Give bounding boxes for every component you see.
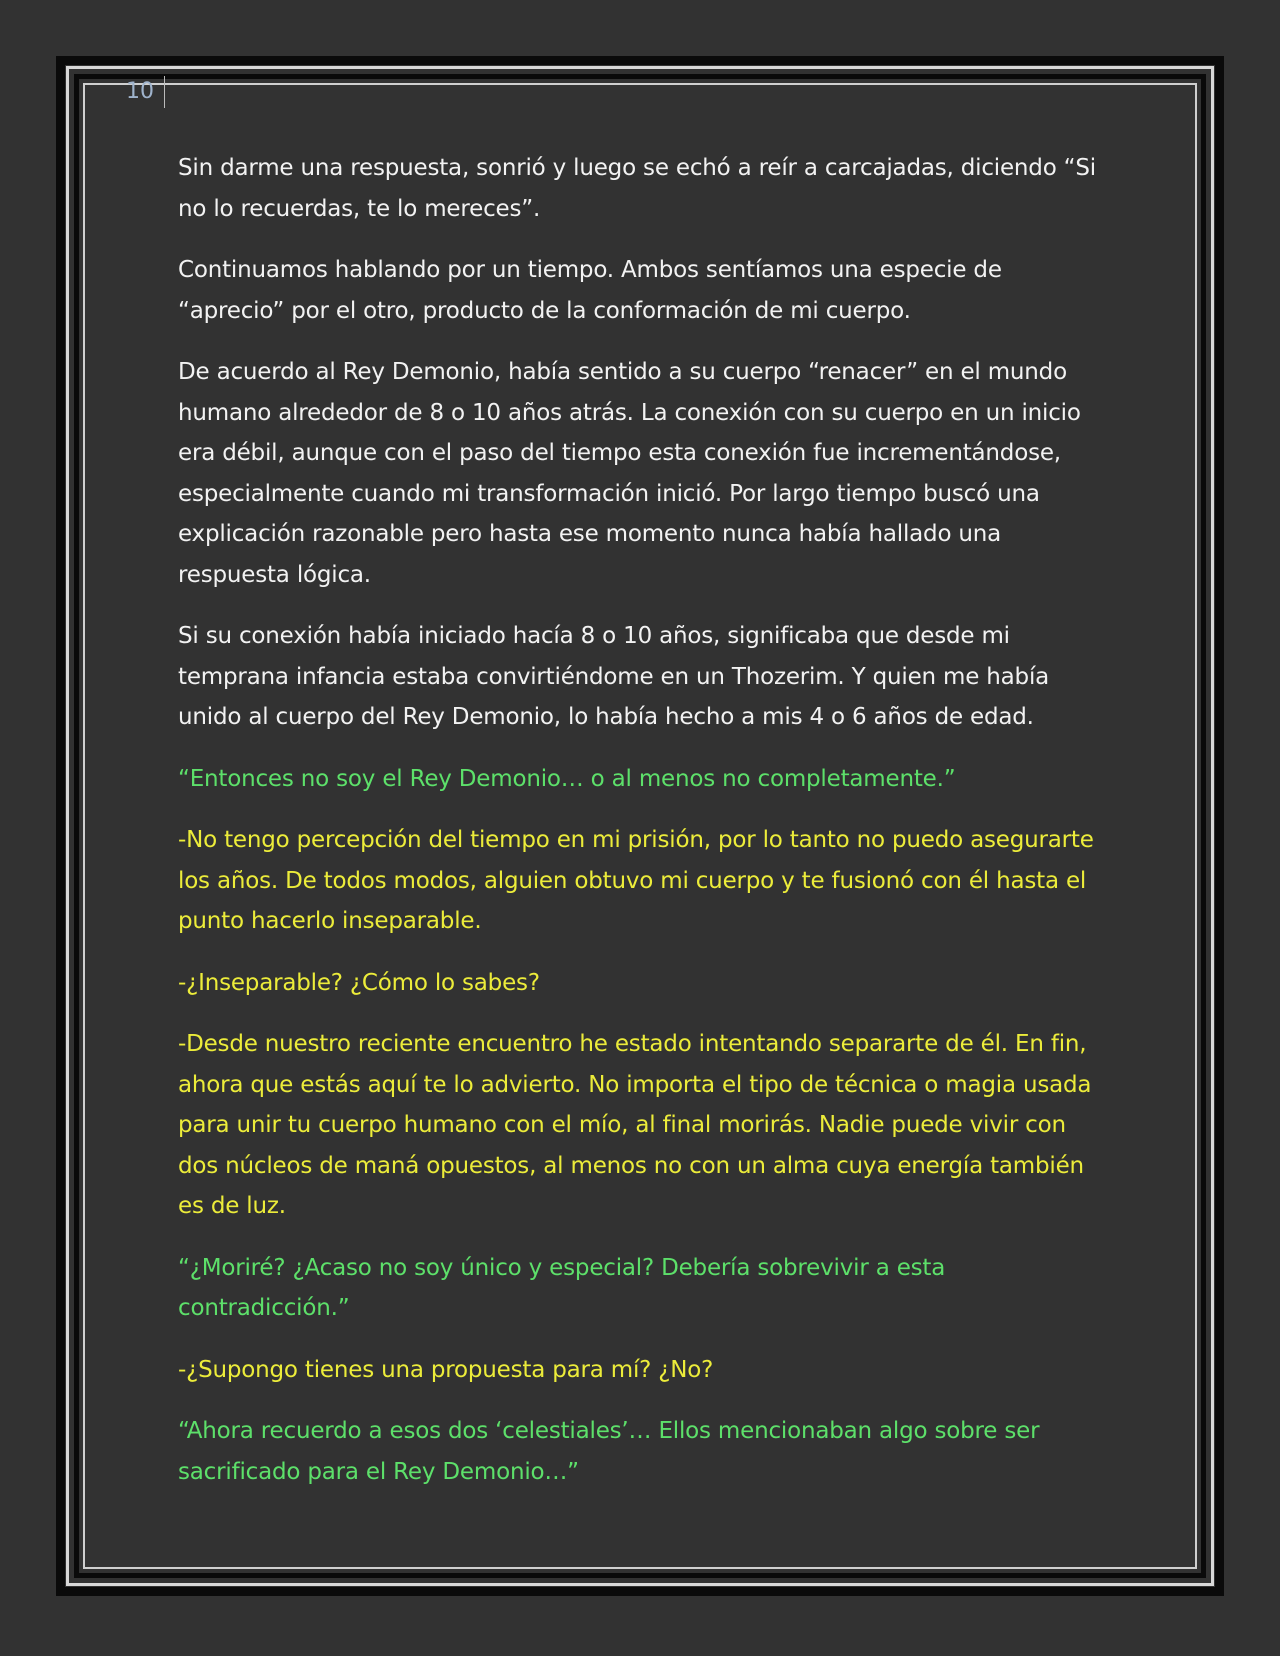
paragraph: Sin darme una respuesta, sonrió y luego se echó a reír a carcajadas, diciendo “Si no lo recuerdas, te lo mereces”. [178, 155, 1096, 222]
thought-paragraph: “¿Moriré? ¿Acaso no soy único y especial? Debería sobrevivir a esta contradicción.” [178, 1254, 946, 1321]
page-content [178, 148, 1108, 1513]
dialogue-paragraph: -No tengo percepción del tiempo en mi prisión, por lo tanto no puedo asegurarte los años. De todos modos, alguien obtuvo mi cuerpo y te fusionó con él hasta el punto hacerlo inseparable. [178, 827, 1094, 934]
dialogue-paragraph: -Desde nuestro reciente encuentro he estado intentando separarte de él. En fin, ahora que estás aquí te lo advierto. No importa el tipo de técnica o magia usada para unir tu cuerpo humano con el mío, al final morirás. Nadie puede vivir con dos núcleos de maná opuestos, al menos no con un alma cuya energía también es de luz. [178, 1031, 1092, 1219]
page-number: 10 [126, 76, 165, 108]
paragraph: De acuerdo al Rey Demonio, había sentido a su cuerpo “renacer” en el mundo humano alrededor de 8 o 10 años atrás. La conexión con su cuerpo en un inicio era débil, aunque con el paso del tiempo esta conexión fue incrementándose, especialmente cuando mi transformación inició. Por largo tiempo buscó una explicación razonable pero hasta ese momento nunca había hallado una respuesta lógica. [178, 359, 1081, 588]
paragraph: Continuamos hablando por un tiempo. Ambos sentíamos una especie de “aprecio” por el otro, producto de la conformación de mi cuerpo. [178, 257, 1002, 324]
thought-paragraph: “Ahora recuerdo a esos dos ‘celestiales’… Ellos mencionaban algo sobre ser sacrificado para el Rey Demonio…” [178, 1418, 1040, 1485]
thought-paragraph: “Entonces no soy el Rey Demonio… o al menos no completamente.” [178, 765, 956, 792]
dialogue-paragraph: -¿Supongo tienes una propuesta para mí? ¿No? [178, 1356, 714, 1383]
paragraph: Si su conexión había iniciado hacía 8 o 10 años, significaba que desde mi temprana infancia estaba convirtiéndome en un Thozerim. Y quien me había unido al cuerpo del Rey Demonio, lo había hecho a mis 4 o 6 años de edad. [178, 623, 1050, 730]
dialogue-paragraph: -¿Inseparable? ¿Cómo lo sabes? [178, 969, 540, 996]
